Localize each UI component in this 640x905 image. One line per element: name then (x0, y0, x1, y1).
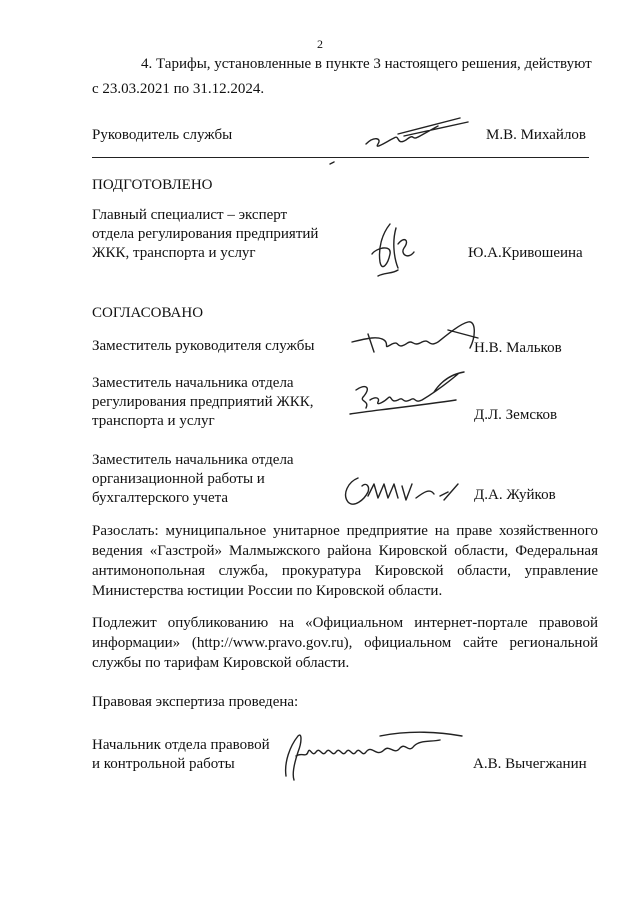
approver-2-signature (346, 370, 476, 422)
divider-line (92, 157, 589, 158)
page-number: 2 (317, 37, 323, 51)
prepared-heading: ПОДГОТОВЛЕНО (92, 177, 213, 193)
approver-1-signature (348, 316, 488, 360)
prepared-position-line-3: ЖКК, транспорта и услуг (92, 245, 256, 261)
head-title: Руководитель службы (92, 127, 233, 143)
prepared-position-line-2: отдела регулирования предприятий (92, 226, 319, 242)
approver-1-position: Заместитель руководителя службы (92, 338, 315, 354)
prepared-position-line-1: Главный специалист – эксперт (92, 207, 288, 223)
tariff-paragraph-line-2: с 23.03.2021 по 31.12.2024. (92, 81, 265, 97)
distribution-list: Разослать: муниципальное унитарное предприятие на праве хозяйственного ведения «Газстрой» Малмыжского района Кировской области, Федеральная антимонопольная служба, прокуратура Кировской области, управление Министерства юстиции России по Кировской области. (92, 523, 598, 599)
approved-heading: СОГЛАСОВАНО (92, 305, 204, 321)
legal-review-name: А.В. Вычегжанин (473, 756, 587, 772)
approver-3-position-line-1: Заместитель начальника отдела (92, 452, 294, 468)
legal-review-position-line-2: и контрольной работы (92, 756, 235, 772)
approver-2-position-line-3: транспорта и услуг (92, 413, 215, 429)
head-signature (360, 112, 470, 172)
approver-2-position-line-2: регулирования предприятий ЖКК, (92, 394, 314, 410)
tariff-paragraph-line-1: 4. Тарифы, установленные в пункте 3 настоящего решения, действуют (141, 56, 592, 72)
publication-note: Подлежит опубликованию на «Официальном интернет-портале правовой информации» (http://www.pravo.gov.ru), официальном сайте региональной службы по тарифам Кировской области. (92, 615, 598, 671)
head-name: М.В. Михайлов (486, 127, 587, 143)
legal-review-signature (280, 726, 470, 786)
prepared-name: Ю.А.Кривошеина (468, 245, 583, 261)
legal-review-statement: Правовая экспертиза проведена: (92, 694, 299, 710)
approver-3-name: Д.А. Жуйков (474, 487, 556, 503)
legal-review-position-line-1: Начальник отдела правовой (92, 737, 270, 753)
prepared-signature (368, 218, 418, 286)
approver-3-signature (340, 474, 470, 510)
approver-1-name: Н.В. Мальков (474, 340, 562, 356)
approver-2-name: Д.Л. Земсков (474, 407, 558, 423)
approver-3-position-line-2: организационной работы и (92, 471, 265, 487)
approver-2-position-line-1: Заместитель начальника отдела (92, 375, 294, 391)
approver-3-position-line-3: бухгалтерского учета (92, 490, 229, 506)
